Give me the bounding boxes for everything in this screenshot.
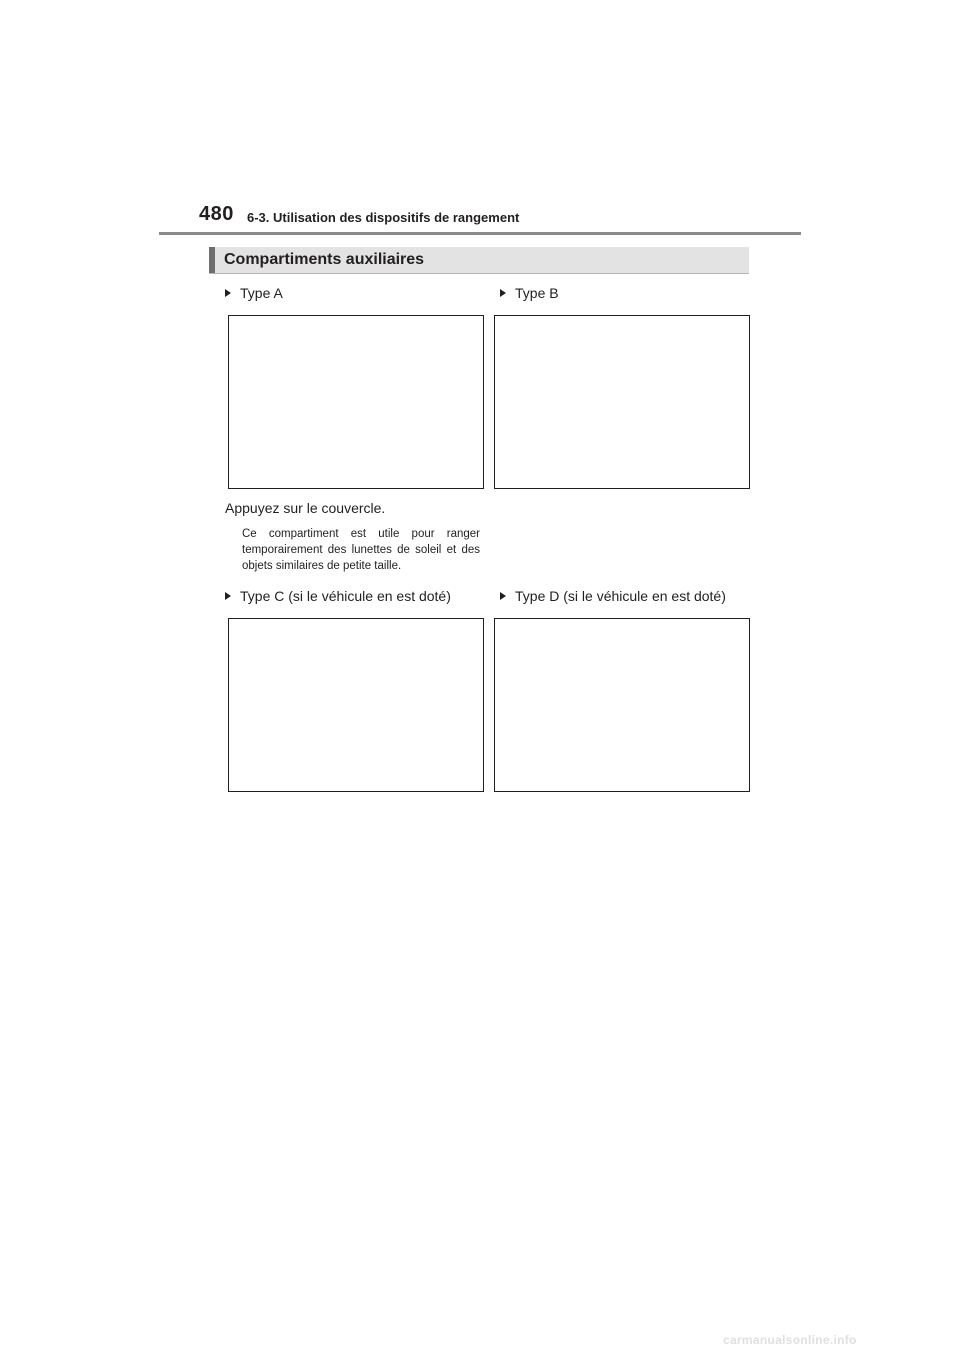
triangle-bullet-icon: [225, 592, 231, 600]
type-a-illustration: [228, 315, 484, 489]
section-header: [209, 247, 749, 274]
type-c-text: Type C (si le véhicule en est doté): [240, 588, 451, 604]
instruction-text: Appuyez sur le couvercle.: [225, 500, 386, 516]
page-number: 480: [199, 203, 234, 225]
section-title: Compartiments auxiliaires: [224, 251, 425, 268]
triangle-bullet-icon: [500, 289, 506, 297]
type-d-text: Type D (si le véhicule en est doté): [515, 588, 726, 604]
triangle-bullet-icon: [500, 592, 506, 600]
type-b-illustration: [494, 315, 750, 489]
type-d-illustration: [494, 618, 750, 792]
footer-watermark: carmanualsonline.info: [723, 1333, 857, 1347]
type-c-label: [225, 588, 451, 604]
type-a-text: Type A: [240, 285, 283, 301]
section-accent: [209, 247, 215, 273]
triangle-bullet-icon: [225, 289, 231, 297]
note-text: Ce compartiment est utile pour ranger temporairement des lunettes de soleil et des objets similaires de petite taille.: [242, 528, 480, 572]
type-d-label: [500, 588, 726, 604]
header-divider: [159, 232, 801, 235]
type-b-text: Type B: [515, 285, 559, 301]
chapter-title: 6-3. Utilisation des dispositifs de rangement: [247, 210, 520, 225]
type-c-illustration: [228, 618, 484, 792]
type-a-label: [225, 285, 283, 301]
type-b-label: [500, 285, 559, 301]
